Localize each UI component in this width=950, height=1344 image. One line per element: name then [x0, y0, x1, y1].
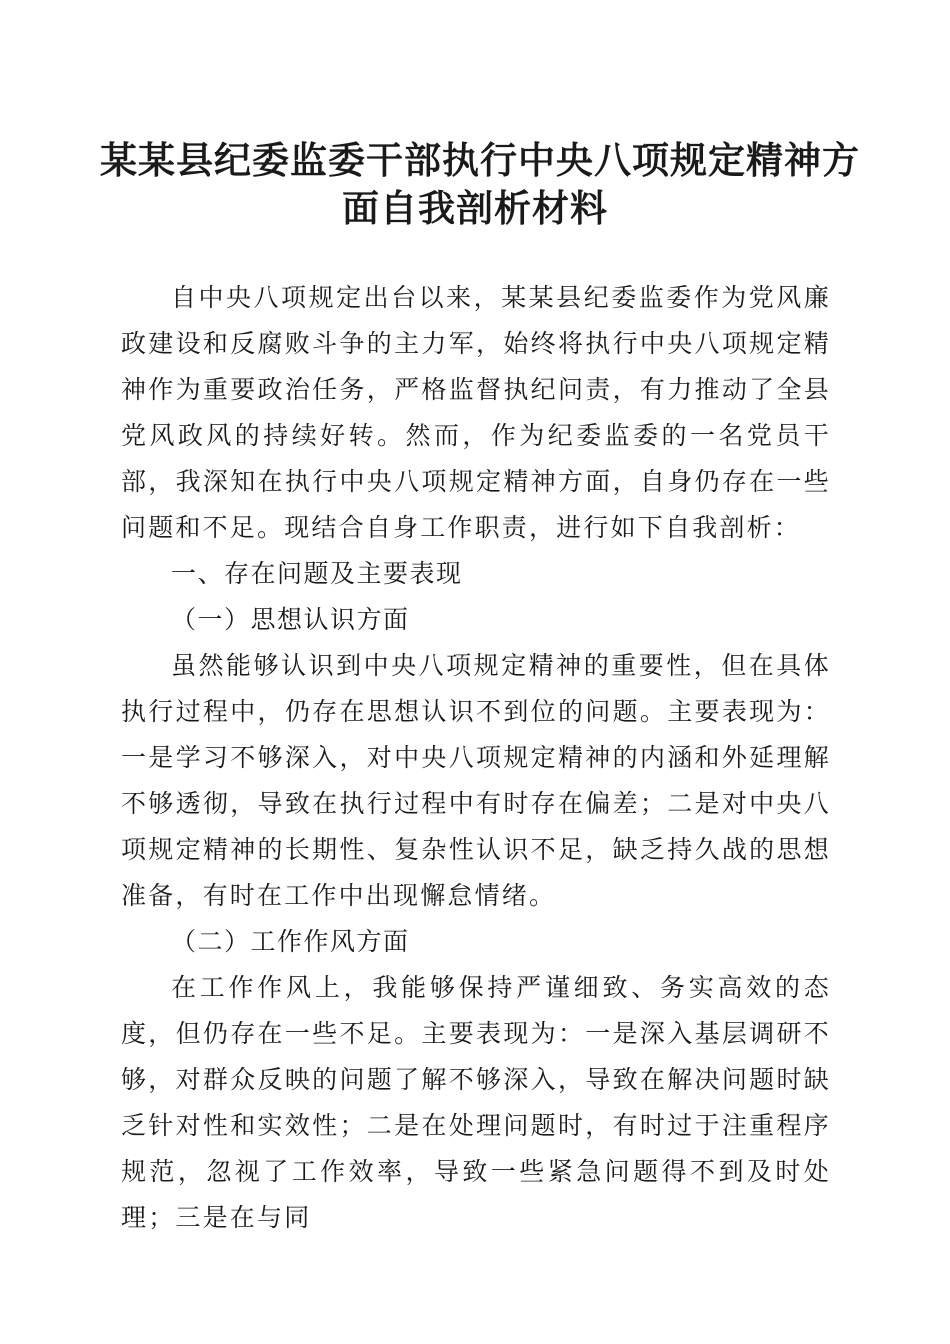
document-body: [121, 275, 831, 1241]
section-heading-problems: 一、存在问题及主要表现: [171, 559, 463, 588]
ideology-paragraph: 虽然能够认识到中央八项规定精神的重要性，但在具体执行过程中，仍存在思想认识不到位的问题。主要表现为：一是学习不够深入，对中央八项规定精神的内涵和外延理解不够透彻，导致在执行过程中有时存在偏差；二是对中央八项规定精神的长期性、复杂性认识不足，缺乏持久战的思想准备，有时在工作中出现懈怠情绪。: [121, 651, 831, 910]
work-style-paragraph: 在工作作风上，我能够保持严谨细致、务实高效的态度，但仍存在一些不足。主要表现为：一是深入基层调研不够，对群众反映的问题了解不够深入，导致在解决问题时缺乏针对性和实效性；二是在处理问题时，有时过于注重程序规范，忽视了工作效率，导致一些紧急问题得不到及时处理；三是在与同: [121, 973, 831, 1232]
intro-paragraph: 自中央八项规定出台以来，某某县纪委监委作为党风廉政建设和反腐败斗争的主力军，始终将执行中央八项规定精神作为重要政治任务，严格监督执纪问责，有力推动了全县党风政风的持续好转。然而，作为纪委监委的一名党员干部，我深知在执行中央八项规定精神方面，自身仍存在一些问题和不足。现结合自身工作职责，进行如下自我剖析：: [121, 283, 831, 542]
subsection-heading-ideology: （一）思想认识方面: [171, 605, 410, 634]
subsection-heading-work-style: （二）工作作风方面: [171, 927, 410, 956]
document-title-line-1: 某某县纪委监委干部执行中央八项规定精神方: [100, 138, 860, 182]
document-title-line-2: 面自我剖析材料: [342, 186, 608, 230]
